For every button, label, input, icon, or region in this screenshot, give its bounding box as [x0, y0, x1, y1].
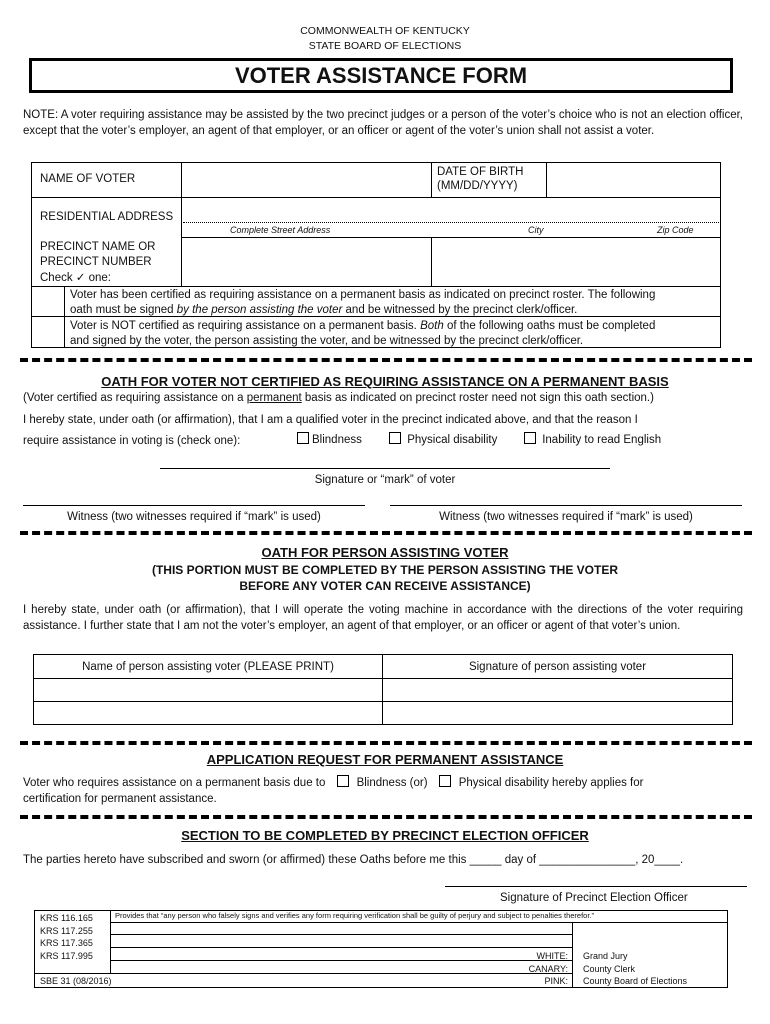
krs-item: KRS 117.995 — [40, 950, 93, 961]
option-certified-line-2: oath must be signed by the person assisting the voter and be witnessed by the precinct clerk/officer. — [70, 304, 578, 316]
oath-voter-text-line-2: require assistance in voting is (check one): — [23, 435, 241, 447]
blindness-checkbox[interactable] — [297, 432, 309, 444]
form-id: SBE 31 (08/2016) — [40, 976, 112, 986]
name-of-voter-field[interactable] — [183, 165, 429, 195]
name-of-voter-label: NAME OF VOTER — [40, 173, 136, 185]
inability-read-option[interactable]: Inability to read English — [524, 432, 661, 447]
krs-list — [40, 912, 93, 962]
copy-destinations — [583, 950, 687, 988]
street-caption: Complete Street Address — [230, 225, 331, 235]
copy-destination: County Board of Elections — [583, 976, 688, 986]
krs-item: KRS 117.255 — [40, 925, 93, 936]
oath-voter-heading: OATH FOR VOTER NOT CERTIFIED AS REQUIRING ASSISTANCE ON A PERMANENT BASIS — [101, 374, 669, 389]
krs-item: KRS 116.165 — [40, 913, 93, 923]
assistant-name-field-1[interactable] — [35, 680, 381, 700]
permanent-physical-checkbox[interactable] — [439, 775, 451, 787]
dob-label-line-1: DATE OF BIRTH — [437, 166, 524, 178]
krs-item: KRS 117.365 — [40, 938, 93, 948]
permanent-text-pre: Voter who requires assistance on a permanent basis due to — [23, 777, 326, 789]
agency-header — [0, 24, 770, 54]
copy-color: PINK: — [544, 976, 568, 986]
physical-disability-checkbox[interactable] — [389, 432, 401, 444]
physical-disability-option[interactable]: Physical disability — [389, 432, 497, 447]
note-text: NOTE: A voter requiring assistance may be assisted by the two precinct judges or a person of the voter’s choice who is not an election officer, except that the voter’s employer, an agent of that employer, or an officer or agent of the voter’s union shall not assist a voter. — [23, 109, 743, 137]
voter-signature-line[interactable] — [160, 468, 610, 469]
col-signature-header: Signature of person assisting voter — [468, 661, 647, 673]
section-divider — [20, 531, 752, 535]
permanent-text-line-2: certification for permanent assistance. — [23, 793, 217, 805]
oath-voter-subtext: (Voter certified as requiring assistance on a permanent basis as indicated on precinct roster need not sign this oath section.) — [23, 392, 654, 404]
officer-heading: SECTION TO BE COMPLETED BY PRECINCT ELECTION OFFICER — [181, 828, 589, 843]
permanent-blindness-label: Blindness (or) — [356, 777, 428, 789]
section-divider — [20, 741, 752, 745]
precinct-label — [40, 240, 155, 270]
precinct-field[interactable] — [183, 240, 429, 284]
voter-signature-label: Signature or “mark” of voter — [314, 474, 456, 486]
blindness-option[interactable]: Blindness — [297, 432, 362, 447]
residential-address-label: RESIDENTIAL ADDRESS — [40, 211, 174, 223]
permanent-certified-checkbox[interactable] — [33, 289, 63, 315]
agency-line-1: COMMONWEALTH OF KENTUCKY — [300, 25, 470, 37]
permanent-blindness-checkbox[interactable] — [337, 775, 349, 787]
agency-line-2: STATE BOARD OF ELECTIONS — [308, 40, 462, 52]
residential-address-field[interactable] — [183, 200, 719, 222]
oath-assistant-sub-2: BEFORE ANY VOTER CAN RECEIVE ASSISTANCE) — [239, 579, 531, 593]
option-not-certified-line-2: and signed by the voter, the person assisting the voter, and be witnessed by the precinct clerk/officer. — [70, 335, 584, 347]
precinct-label-line-2: PRECINCT NUMBER — [40, 256, 152, 268]
permanent-text-line-1 — [23, 775, 747, 790]
dob-label-line-2: (MM/DD/YYYY) — [437, 180, 518, 192]
assistant-signature-field-1[interactable] — [384, 680, 731, 700]
officer-signature-line[interactable] — [445, 886, 747, 887]
copy-colors — [500, 950, 568, 988]
section-divider — [20, 815, 752, 819]
copy-destination: County Clerk — [583, 963, 636, 974]
permanent-physical-label: Physical disability hereby applies for — [458, 777, 644, 789]
city-caption: City — [528, 225, 544, 235]
zip-caption: Zip Code — [657, 225, 694, 235]
oath-assistant-text: I hereby state, under oath (or affirmation), that I will operate the voting machine in accordance with the directions of the voter requiring assistance. I further state that I am not the voter’s employer, an agent of that employer, or an officer or agent of that voter’s union. — [23, 604, 743, 632]
section-divider — [20, 358, 752, 362]
oath-assistant-heading: OATH FOR PERSON ASSISTING VOTER — [261, 545, 509, 560]
oath-voter-text-line-1: I hereby state, under oath (or affirmation), that I am a qualified voter in the precinct indicated above, and that the reason I — [23, 414, 638, 426]
krs-provision: Provides that “any person who falsely signs and verifies any form requiring verification shall be guilty of perjury and subject to penalties therefor.” — [115, 911, 594, 920]
witness-2-line[interactable] — [390, 505, 742, 506]
dob-label — [437, 165, 523, 193]
witness-2-label: Witness (two witnesses required if “mark” is used) — [439, 511, 693, 523]
witness-1-label: Witness (two witnesses required if “mark” is used) — [67, 511, 321, 523]
copy-color: WHITE: — [536, 951, 568, 961]
oath-assistant-sub-1: (THIS PORTION MUST BE COMPLETED BY THE PERSON ASSISTING THE VOTER — [151, 563, 619, 577]
dob-field[interactable] — [548, 165, 718, 195]
option-certified-line-1: Voter has been certified as requiring assistance on a permanent basis as indicated on precinct roster. The following — [70, 289, 656, 301]
not-certified-checkbox[interactable] — [33, 318, 63, 346]
officer-signature-label: Signature of Precinct Election Officer — [500, 892, 688, 904]
copy-color: CANARY: — [528, 963, 568, 974]
option-not-certified-line-1: Voter is NOT certified as requiring assistance on a permanent basis. Both of the following oaths must be completed — [70, 320, 656, 332]
col-name-header: Name of person assisting voter (PLEASE PRINT) — [82, 661, 334, 673]
officer-text: The parties hereto have subscribed and sworn (or affirmed) these Oaths before me this _____ day of _______________, 20____. — [23, 854, 684, 866]
copy-destination: Grand Jury — [583, 951, 628, 961]
option-not-certified-text — [70, 319, 655, 349]
permanent-heading: APPLICATION REQUEST FOR PERMANENT ASSISTANCE — [206, 752, 564, 767]
form-title: VOTER ASSISTANCE FORM — [29, 58, 733, 93]
option-certified-text — [70, 288, 655, 318]
inability-read-checkbox[interactable] — [524, 432, 536, 444]
precinct-label-line-1: PRECINCT NAME OR — [40, 241, 156, 253]
check-one-label: Check ✓ one: — [40, 272, 112, 284]
assistant-signature-field-2[interactable] — [384, 703, 731, 723]
witness-1-line[interactable] — [23, 505, 365, 506]
assistant-name-field-2[interactable] — [35, 703, 381, 723]
